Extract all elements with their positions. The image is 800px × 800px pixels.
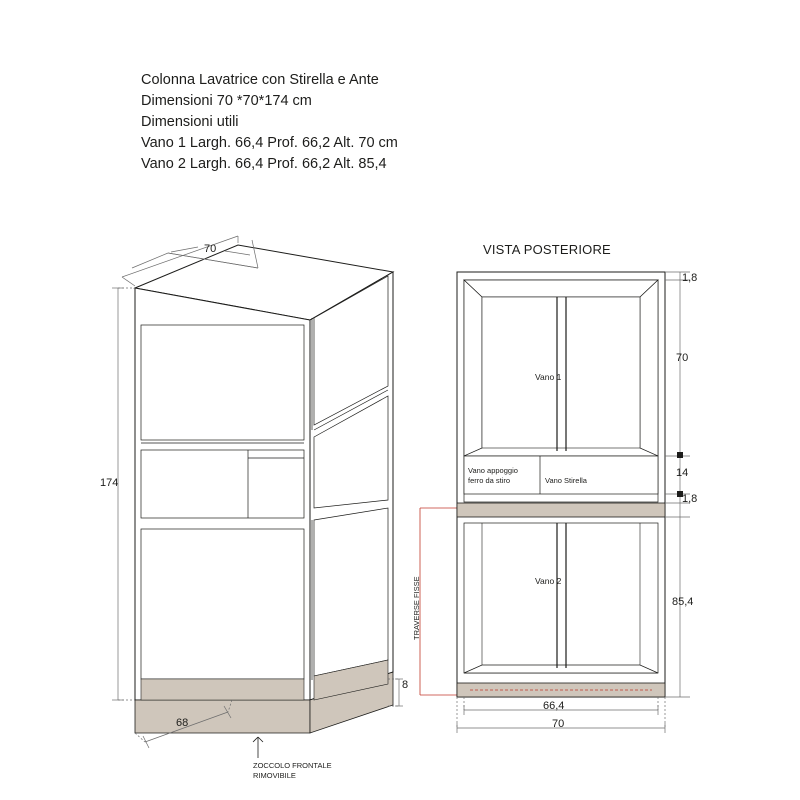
dim-front-height: 174 [100, 477, 119, 489]
title-line-4: Vano 1 Largh. 66,4 Prof. 66,2 Alt. 70 cm [141, 135, 398, 151]
label-ironing-rest-line-2: ferro da stiro [468, 476, 511, 485]
crossbar-note: TRAVERSE FISSE [412, 576, 421, 640]
label-ironing-rest-line-1: Vano appoggio [468, 466, 518, 475]
dim-front-depth: 68 [176, 717, 189, 729]
dim-shelf-height: 14 [676, 467, 689, 479]
dim-plinth-height: 8 [402, 679, 409, 691]
plinth-note-line-2: RIMOVIBILE [253, 771, 296, 780]
label-vano-stirella: Vano Stirella [545, 476, 587, 485]
plinth-note-line-1: ZOCCOLO FRONTALE [253, 761, 332, 770]
dim-vano1-height: 70 [676, 352, 689, 364]
rear-view-heading: VISTA POSTERIORE [483, 242, 611, 257]
label-vano-1: Vano 1 [535, 372, 562, 382]
dim-top-panel: 1,8 [682, 272, 698, 284]
title-line-3: Dimensioni utili [141, 114, 239, 130]
dim-front-width: 70 [204, 243, 217, 255]
title-line-1: Colonna Lavatrice con Stirella e Ante [141, 72, 379, 88]
dim-outer-width: 70 [552, 718, 565, 730]
dim-mid-panel: 1,8 [682, 493, 698, 505]
title-line-5: Vano 2 Largh. 66,4 Prof. 66,2 Alt. 85,4 [141, 156, 387, 172]
title-line-2: Dimensioni 70 *70*174 cm [141, 93, 312, 109]
dim-inner-width: 66,4 [543, 700, 565, 712]
dim-vano2-height: 85,4 [672, 596, 694, 608]
label-vano-2: Vano 2 [535, 576, 562, 586]
